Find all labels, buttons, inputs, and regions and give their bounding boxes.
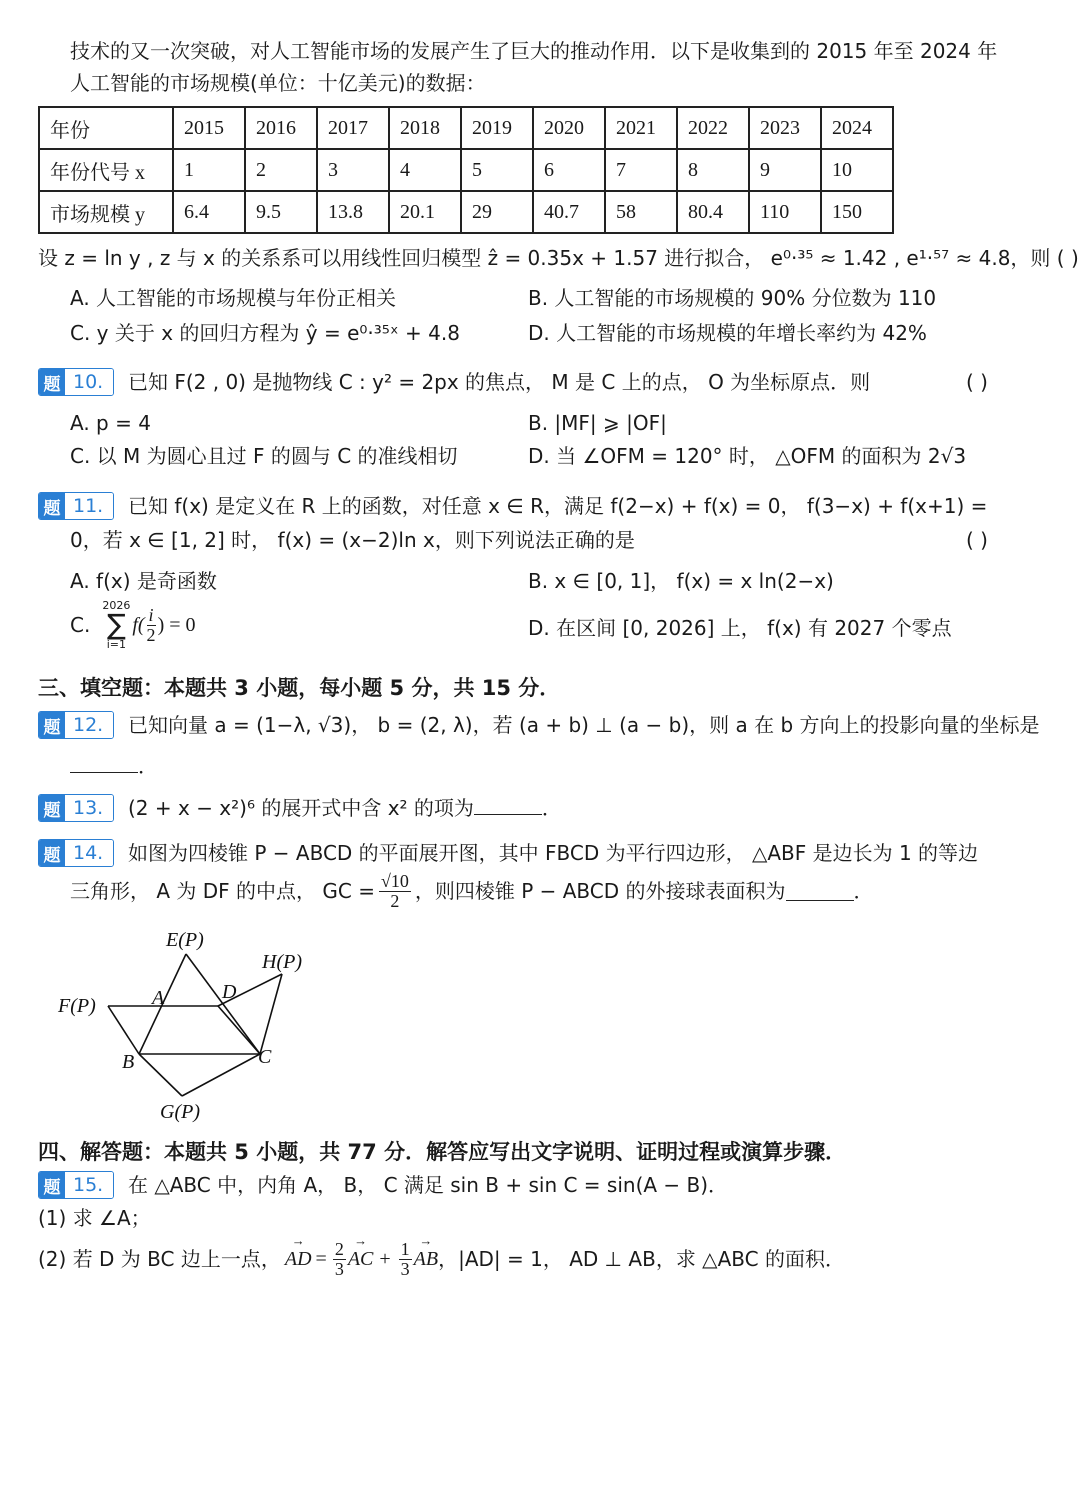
q14-stem-part-b: ，则四棱锥 P − ABCD 的外接球表面积为	[414, 879, 786, 904]
table-header-row	[39, 107, 893, 149]
table-cell: 2021	[605, 107, 677, 149]
plus-sign: +	[379, 1248, 391, 1271]
table-cell: 2024	[821, 107, 893, 149]
label-e: E(P)	[166, 929, 204, 951]
q10-option-b: B. |MF| ⩾ |OF|	[528, 411, 667, 435]
q9-option-a: A. 人工智能的市场规模与年份正相关	[70, 286, 397, 310]
q11-option-c	[70, 600, 196, 650]
q13-end: ．	[541, 796, 562, 820]
question-badge-label: 题	[39, 369, 65, 395]
table-cell: 2017	[317, 107, 389, 149]
answer-blank[interactable]	[474, 796, 542, 815]
label-f: F(P)	[58, 995, 96, 1017]
table-cell: 2015	[173, 107, 245, 149]
table-cell: 40.7	[533, 191, 605, 233]
q15-stem: 在 △ABC 中，内角 A， B， C 满足 sin B + sin C = sin(A − B)．	[128, 1173, 729, 1197]
q9-option-d: D. 人工智能的市场规模的年增长率约为 42%	[528, 321, 927, 345]
q15-part-2-prefix: (2) 若 D 为 BC 边上一点，	[38, 1247, 281, 1272]
q13-badge	[38, 794, 114, 822]
table-cell: 4	[389, 149, 461, 191]
summation	[102, 600, 130, 650]
equals-sign: =	[315, 1248, 327, 1271]
option-letter: C.	[70, 613, 91, 637]
question-badge-label: 题	[39, 1172, 65, 1198]
table-cell: 10	[821, 149, 893, 191]
question-number: 10.	[65, 369, 113, 395]
question-number: 11.	[65, 493, 113, 519]
table-cell: 2019	[461, 107, 533, 149]
table-cell: 2	[245, 149, 317, 191]
table-row	[39, 191, 893, 233]
pyramid-net-figure	[50, 920, 340, 1130]
table-cell: 9.5	[245, 191, 317, 233]
vector-ab: → AB	[414, 1246, 438, 1272]
table-cell: 20.1	[389, 191, 461, 233]
q14-badge	[38, 839, 114, 867]
q13-stem-line	[128, 795, 562, 821]
table-cell: 2022	[677, 107, 749, 149]
question-badge-label: 题	[39, 493, 65, 519]
q15-part-2	[38, 1240, 845, 1279]
fraction-numerator: 2	[334, 1239, 344, 1259]
table-cell: 9	[749, 149, 821, 191]
q9-option-c: C. y 关于 x 的回归方程为 ŷ = e⁰·³⁵ˣ + 4.8	[70, 321, 460, 345]
q14-stem-line-2	[70, 872, 874, 911]
vector-ac: → AC	[348, 1246, 374, 1272]
q15-part-1: (1) 求 ∠A；	[38, 1206, 151, 1230]
label-g: G(P)	[160, 1101, 200, 1123]
q11-option-a: A. f(x) 是奇函数	[70, 569, 217, 593]
table-cell: 110	[749, 191, 821, 233]
q9-stem: 设 z = ln y , z 与 x 的关系系可以用线性回归模型 ẑ = 0.35x + 1.57 进行拟合， e⁰·³⁵ ≈ 1.42 , e¹·⁵⁷ ≈ 4.8，则 ( )	[38, 246, 1079, 270]
table-cell: 2016	[245, 107, 317, 149]
fraction-numerator: 1	[400, 1239, 410, 1259]
intro-line-2: 人工智能的市场规模(单位：十亿美元)的数据：	[70, 71, 486, 95]
table-cell: 3	[317, 149, 389, 191]
table-row	[39, 149, 893, 191]
fraction-two-thirds	[333, 1240, 346, 1279]
q15-part-2-suffix: ，|AD| = 1， AD ⊥ AB，求 △ABC 的面积．	[438, 1247, 845, 1272]
sum-upper-limit: 2026	[102, 599, 131, 612]
table-cell: 市场规模 y	[39, 191, 173, 233]
fraction-denominator: 3	[400, 1258, 410, 1279]
sum-fraction	[147, 606, 156, 645]
question-number: 13.	[65, 795, 113, 821]
q9-option-b: B. 人工智能的市场规模的 90% 分位数为 110	[528, 286, 937, 310]
q12-badge	[38, 711, 114, 739]
q11-stem-line-2: 0，若 x ∈ [1, 2] 时， f(x) = (x−2)ln x，则下列说法正确的是	[70, 528, 635, 552]
table-cell: 年份代号 x	[39, 149, 173, 191]
table-cell: 2018	[389, 107, 461, 149]
label-h: H(P)	[262, 951, 302, 973]
gc-fraction	[379, 872, 411, 911]
question-number: 14.	[65, 840, 113, 866]
edge-bg	[139, 1054, 182, 1096]
edge-hc	[260, 974, 282, 1054]
fraction-denominator: 2	[146, 624, 156, 645]
question-badge-label: 题	[39, 840, 65, 866]
table-cell: 58	[605, 191, 677, 233]
answer-blank[interactable]	[786, 882, 854, 901]
table-cell: 2023	[749, 107, 821, 149]
vector-ad: → AD	[285, 1246, 312, 1272]
q11-option-b: B. x ∈ [0, 1]， f(x) = x ln(2−x)	[528, 569, 834, 593]
q14-stem-part-a: 三角形， A 为 DF 的中点， GC =	[70, 879, 375, 904]
table-cell: 13.8	[317, 191, 389, 233]
intro-line-1: 技术的又一次突破，对人工智能市场的发展产生了巨大的推动作用．以下是收集到的 2015 年至 2024 年	[70, 39, 998, 63]
q10-answer-paren: ( )	[966, 370, 988, 394]
q10-option-a: A. p = 4	[70, 411, 151, 435]
label-a: A	[152, 987, 165, 1009]
label-c: C	[258, 1046, 272, 1068]
label-d: D	[222, 981, 237, 1003]
q10-option-c: C. 以 M 为圆心且过 F 的圆与 C 的准线相切	[70, 444, 458, 468]
fraction-one-third	[399, 1240, 412, 1279]
fraction-denominator: 2	[390, 890, 400, 911]
q12-end: ．	[138, 754, 158, 778]
question-badge-label: 题	[39, 712, 65, 738]
table-cell: 7	[605, 149, 677, 191]
fraction-numerator: √10	[380, 871, 409, 891]
answer-blank[interactable]	[70, 754, 138, 773]
q11-option-d: D. 在区间 [0, 2026] 上， f(x) 有 2027 个零点	[528, 616, 952, 640]
table-cell: 8	[677, 149, 749, 191]
sigma-icon: ∑	[106, 608, 126, 641]
q12-stem: 已知向量 a = (1−λ, √3)， b = (2, λ)，若 (a + b) ⊥ (a − b)，则 a 在 b 方向上的投影向量的坐标是	[128, 713, 1040, 737]
section-4-heading: 四、解答题：本题共 5 小题，共 77 分．解答应写出文字说明、证明过程或演算步骤．	[38, 1140, 847, 1164]
sum-tail: ) = 0	[157, 614, 196, 636]
question-number: 15.	[65, 1172, 113, 1198]
table-cell: 1	[173, 149, 245, 191]
table-cell: 29	[461, 191, 533, 233]
question-badge-label: 题	[39, 795, 65, 821]
q10-badge	[38, 368, 114, 396]
q11-answer-paren: ( )	[966, 528, 988, 552]
table-cell: 年份	[39, 107, 173, 149]
table-cell: 2020	[533, 107, 605, 149]
table-cell: 80.4	[677, 191, 749, 233]
q12-answer-line	[70, 753, 158, 779]
q11-badge	[38, 492, 114, 520]
q14-stem-line-1: 如图为四棱锥 P − ABCD 的平面展开图，其中 FBCD 为平行四边形， △ABF 是边长为 1 的等边	[128, 841, 979, 865]
q13-stem: (2 + x − x²)⁶ 的展开式中含 x² 的项为	[128, 796, 474, 820]
q15-badge	[38, 1171, 114, 1199]
label-b: B	[122, 1051, 135, 1073]
sum-function: f(	[132, 614, 145, 636]
question-number: 12.	[65, 712, 113, 738]
q11-stem-line-1: 已知 f(x) 是定义在 R 上的函数，对任意 x ∈ R，满足 f(2−x) + f(x) = 0， f(3−x) + f(x+1) =	[128, 494, 988, 518]
market-size-table	[38, 106, 894, 234]
figure-lines	[108, 954, 282, 1096]
table-cell: 6	[533, 149, 605, 191]
section-3-heading: 三、填空题：本题共 3 小题，每小题 5 分，共 15 分．	[38, 676, 561, 700]
table-cell: 5	[461, 149, 533, 191]
q14-end: ．	[853, 879, 874, 904]
edge-gc	[182, 1054, 260, 1096]
table-cell: 6.4	[173, 191, 245, 233]
edge-fb	[108, 1006, 139, 1054]
q10-stem: 已知 F(2 , 0) 是抛物线 C : y² = 2px 的焦点， M 是 C 上的点， O 为坐标原点．则	[128, 370, 871, 394]
fraction-denominator: 3	[334, 1258, 344, 1279]
fraction-numerator: i	[148, 604, 154, 625]
sum-lower-limit: i=1	[106, 638, 126, 651]
table-cell: 150	[821, 191, 893, 233]
q10-option-d: D. 当 ∠OFM = 120° 时， △OFM 的面积为 2√3	[528, 444, 967, 468]
